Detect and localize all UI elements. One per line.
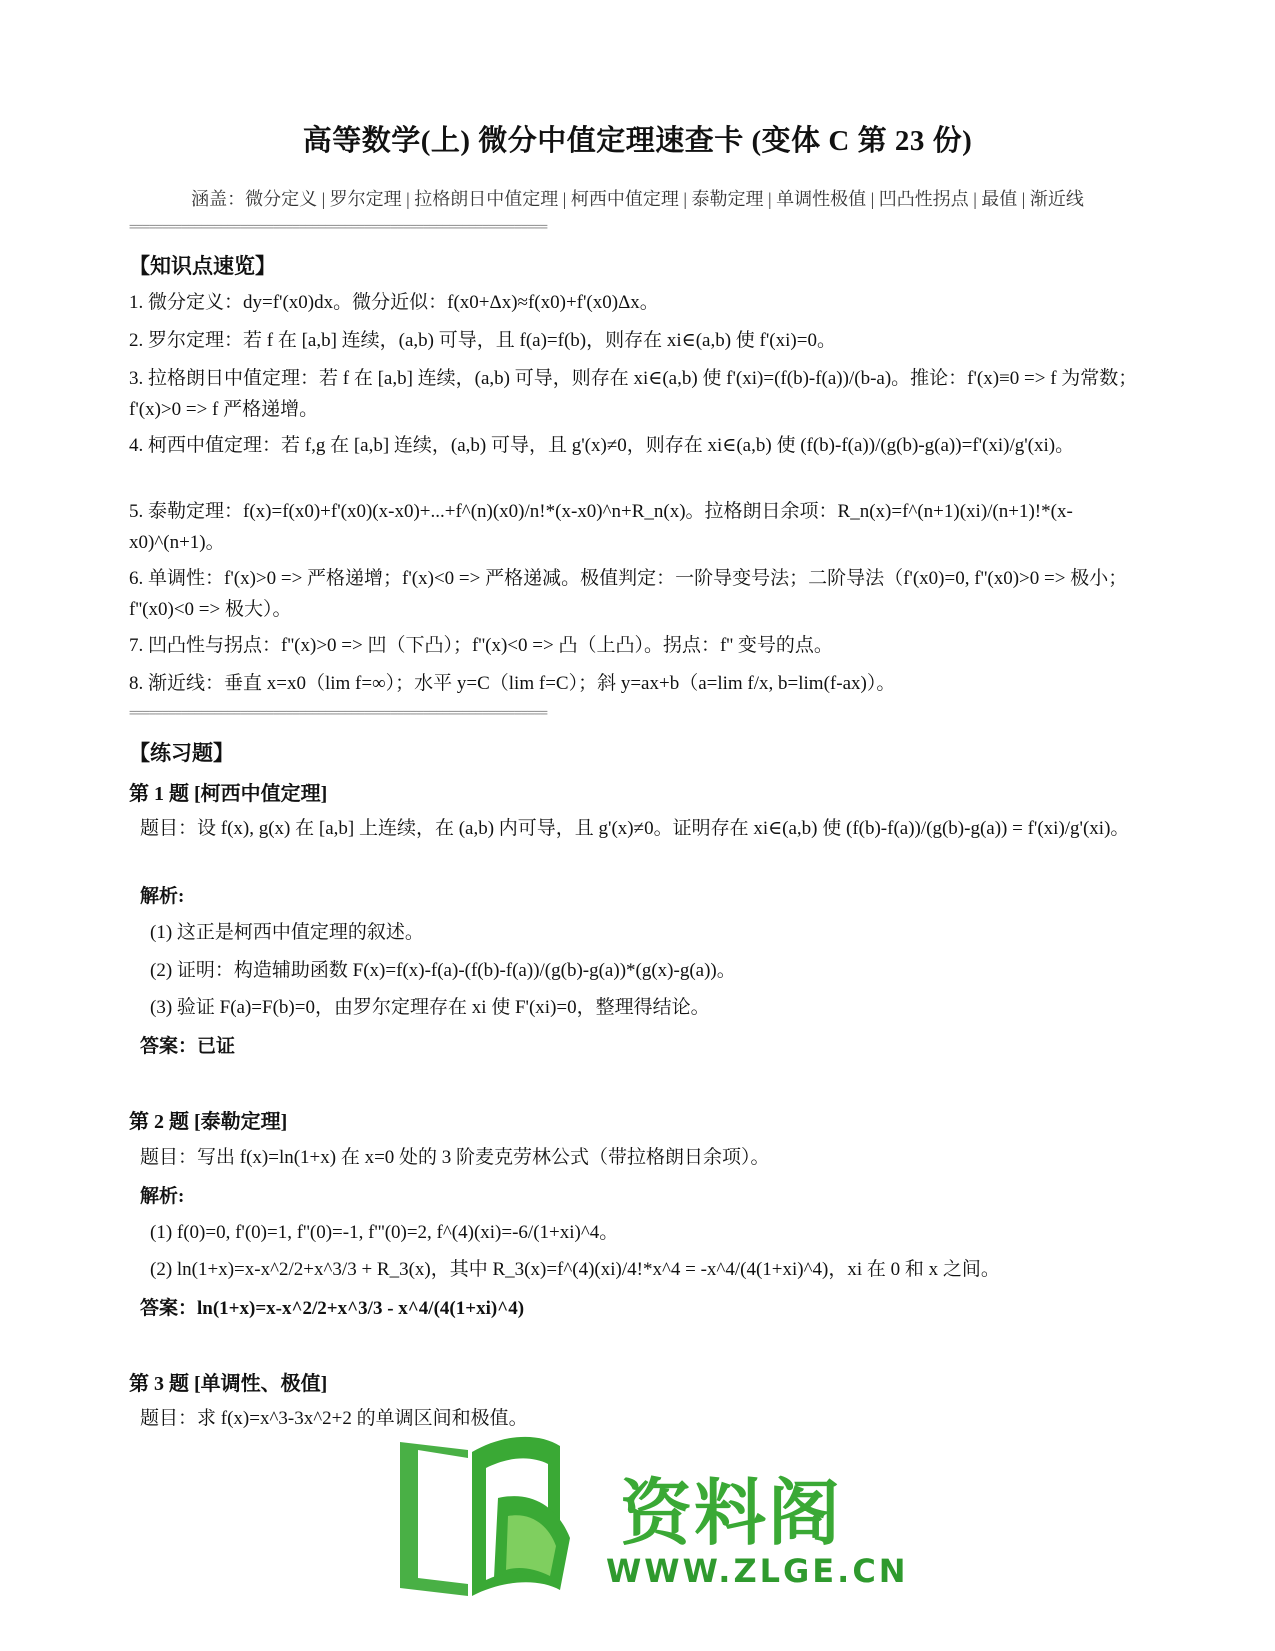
question-2-title: 第 2 题 [泰勒定理] <box>129 1111 288 1133</box>
exercises-heading: 【练习题】 <box>129 741 234 765</box>
question-1-step: (2) 证明：构造辅助函数 F(x)=f(x)-f(a)-(f(b)-f(a))/(g(b)-g(a))*(g(x)-g(a))。 <box>150 960 736 981</box>
knowledge-item: 1. 微分定义：dy=f'(x0)dx。微分近似：f(x0+Δx)≈f(x0)+f'(x0)Δx。 <box>129 292 659 313</box>
question-1-answer: 答案：已证 <box>140 1036 236 1057</box>
question-2-step: (1) f(0)=0, f'(0)=1, f''(0)=-1, f'''(0)=2, f^(4)(xi)=-6/(1+xi)^4。 <box>150 1222 619 1243</box>
knowledge-heading: 【知识点速览】 <box>129 254 276 278</box>
divider-rule: ================================================================ <box>129 706 547 721</box>
watermark-url: WWW.ZLGE.CN <box>606 1552 909 1590</box>
question-3-stem: 题目：求 f(x)=x^3-3x^2+2 的单调区间和极值。 <box>140 1408 528 1429</box>
knowledge-item: 4. 柯西中值定理：若 f,g 在 [a,b] 连续，(a,b) 可导，且 g'(x)≠0，则存在 xi∈(a,b) 使 (f(b)-f(a))/(g(b)-g(a))=f'(xi)/g'(xi)。 <box>129 435 1075 456</box>
knowledge-item: 5. 泰勒定理：f(x)=f(x0)+f'(x0)(x-x0)+...+f^(n)(x0)/n!*(x-x0)^n+R_n(x)。拉格朗日余项：R_n(x)=f^(n+1)(xi)/(n+1)!*(x-x0)^(n+1)。 <box>129 501 1073 553</box>
question-2-step: (2) ln(1+x)=x-x^2/2+x^3/3 + R_3(x)，其中 R_3(x)=f^(4)(xi)/4!*x^4 = -x^4/(4(1+xi)^4)，xi 在 0 和 x 之间。 <box>150 1259 1000 1280</box>
question-1-title: 第 1 题 [柯西中值定理] <box>129 783 328 805</box>
question-1-analysis-label: 解析: <box>140 886 185 907</box>
knowledge-item: 8. 渐近线：垂直 x=x0（lim f=∞）；水平 y=C（lim f=C）；斜 y=ax+b（a=lim f/x, b=lim(f-ax)）。 <box>129 673 896 694</box>
knowledge-item: 7. 凹凸性与拐点：f''(x)>0 => 凹（下凸）；f''(x)<0 => 凸（上凸）。拐点：f'' 变号的点。 <box>129 635 833 656</box>
question-3-title: 第 3 题 [单调性、极值] <box>129 1373 328 1395</box>
question-2-stem: 题目：写出 f(x)=ln(1+x) 在 x=0 处的 3 阶麦克劳林公式（带拉格朗日余项）。 <box>140 1147 770 1168</box>
question-1-stem: 题目：设 f(x), g(x) 在 [a,b] 上连续，在 (a,b) 内可导，且 g'(x)≠0。证明存在 xi∈(a,b) 使 (f(b)-f(a))/(g(b)-g(a)) = f'(xi)/g'(xi)。 <box>140 818 1130 839</box>
page-title: 高等数学(上) 微分中值定理速查卡 (变体 C 第 23 份) <box>302 125 973 157</box>
question-1-step: (3) 验证 F(a)=F(b)=0，由罗尔定理存在 xi 使 F'(xi)=0，整理得结论。 <box>150 997 710 1018</box>
question-1-step: (1) 这正是柯西中值定理的叙述。 <box>150 922 424 943</box>
knowledge-item: 3. 拉格朗日中值定理：若 f 在 [a,b] 连续，(a,b) 可导，则存在 xi∈(a,b) 使 f'(xi)=(f(b)-f(a))/(b-a)。推论：f'(x)≡0 => f 为常数；f'(x)>0 => f 严格递增。 <box>129 368 1138 420</box>
question-2-answer: 答案：ln(1+x)=x-x^2/2+x^3/3 - x^4/(4(1+xi)^4) <box>140 1298 525 1319</box>
page-subtitle: 涵盖：微分定义 | 罗尔定理 | 拉格朗日中值定理 | 柯西中值定理 | 泰勒定理 | 单调性极值 | 凹凸性拐点 | 最值 | 渐近线 <box>191 189 1084 209</box>
divider-rule: ================================================================ <box>129 220 547 235</box>
watermark-name: 资料阁 <box>620 1471 843 1555</box>
question-2-analysis-label: 解析: <box>140 1186 185 1207</box>
knowledge-item: 6. 单调性：f'(x)>0 => 严格递增；f'(x)<0 => 严格递减。极值判定：一阶导变号法；二阶导法（f'(x0)=0, f''(x0)>0 => 极小；f''(x0)<0 => 极大）。 <box>129 568 1128 620</box>
knowledge-item: 2. 罗尔定理：若 f 在 [a,b] 连续，(a,b) 可导，且 f(a)=f(b)，则存在 xi∈(a,b) 使 f'(xi)=0。 <box>129 330 836 351</box>
